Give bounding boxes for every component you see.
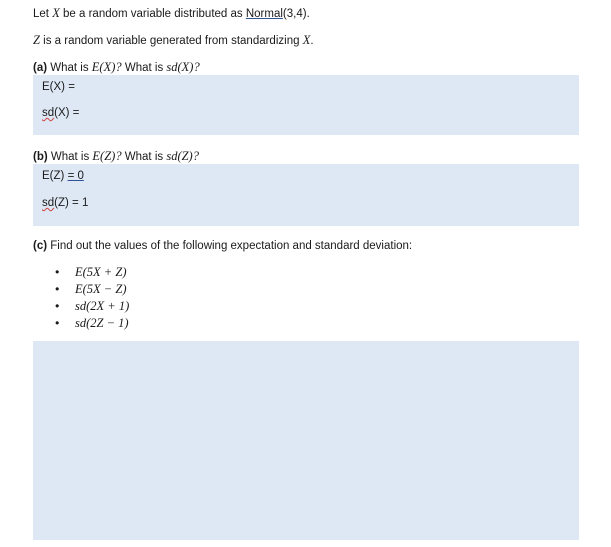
- answer-line[interactable]: [42, 81, 75, 93]
- answer-box-c[interactable]: [33, 341, 579, 540]
- list-item: • E(5X − Z): [53, 281, 129, 298]
- spellcheck-word: sd: [42, 107, 55, 119]
- answer-line[interactable]: [42, 170, 84, 182]
- spellcheck-word: sd: [42, 197, 55, 209]
- math-expression: sd(X)?: [166, 60, 200, 74]
- question-label: (b): [33, 151, 48, 163]
- variable-x: X: [52, 6, 60, 20]
- question-text: What is: [47, 151, 93, 163]
- list-item: • E(5X + Z): [53, 264, 129, 281]
- answer-box-a[interactable]: [33, 75, 579, 135]
- intro-text: is a random variable generated from standardizing: [39, 35, 303, 47]
- question-text: Find out the values of the following expectation and standard deviation:: [47, 240, 413, 252]
- math-expression: sd(Z)?: [166, 149, 199, 163]
- math-expression: E(X)?: [91, 60, 122, 74]
- distribution-params: (3,4).: [282, 8, 310, 20]
- variable-z: Z: [33, 33, 40, 47]
- intro-line-1: [33, 6, 310, 21]
- answer-box-b[interactable]: [33, 164, 579, 226]
- answer-line[interactable]: [42, 107, 79, 119]
- answer-text: (X) =: [54, 107, 80, 119]
- list-item: • sd(2X + 1): [53, 298, 129, 315]
- intro-text: Let: [33, 8, 53, 20]
- answer-value: = 0: [67, 170, 84, 182]
- answer-text: E(Z): [42, 170, 68, 182]
- question-text: What is: [47, 62, 92, 74]
- distribution-name: Normal: [245, 8, 283, 20]
- question-b: [33, 149, 199, 164]
- question-text: What is: [121, 151, 167, 163]
- intro-text: .: [310, 35, 314, 47]
- question-label: (a): [33, 62, 48, 74]
- question-a: [33, 60, 200, 75]
- answer-line[interactable]: [42, 197, 88, 209]
- intro-text: be a random variable distributed as: [59, 8, 246, 20]
- intro-line-2: [33, 33, 314, 48]
- answer-text: E(X) =: [42, 81, 75, 93]
- question-label: (c): [33, 240, 48, 252]
- math-expression: E(Z)?: [92, 149, 122, 163]
- question-c: [33, 240, 412, 252]
- question-text: What is: [121, 62, 167, 74]
- list-item: • sd(2Z − 1): [53, 315, 129, 332]
- answer-text: (Z) = 1: [54, 197, 89, 209]
- variable-x: X: [302, 33, 311, 47]
- expression-list: [53, 264, 129, 332]
